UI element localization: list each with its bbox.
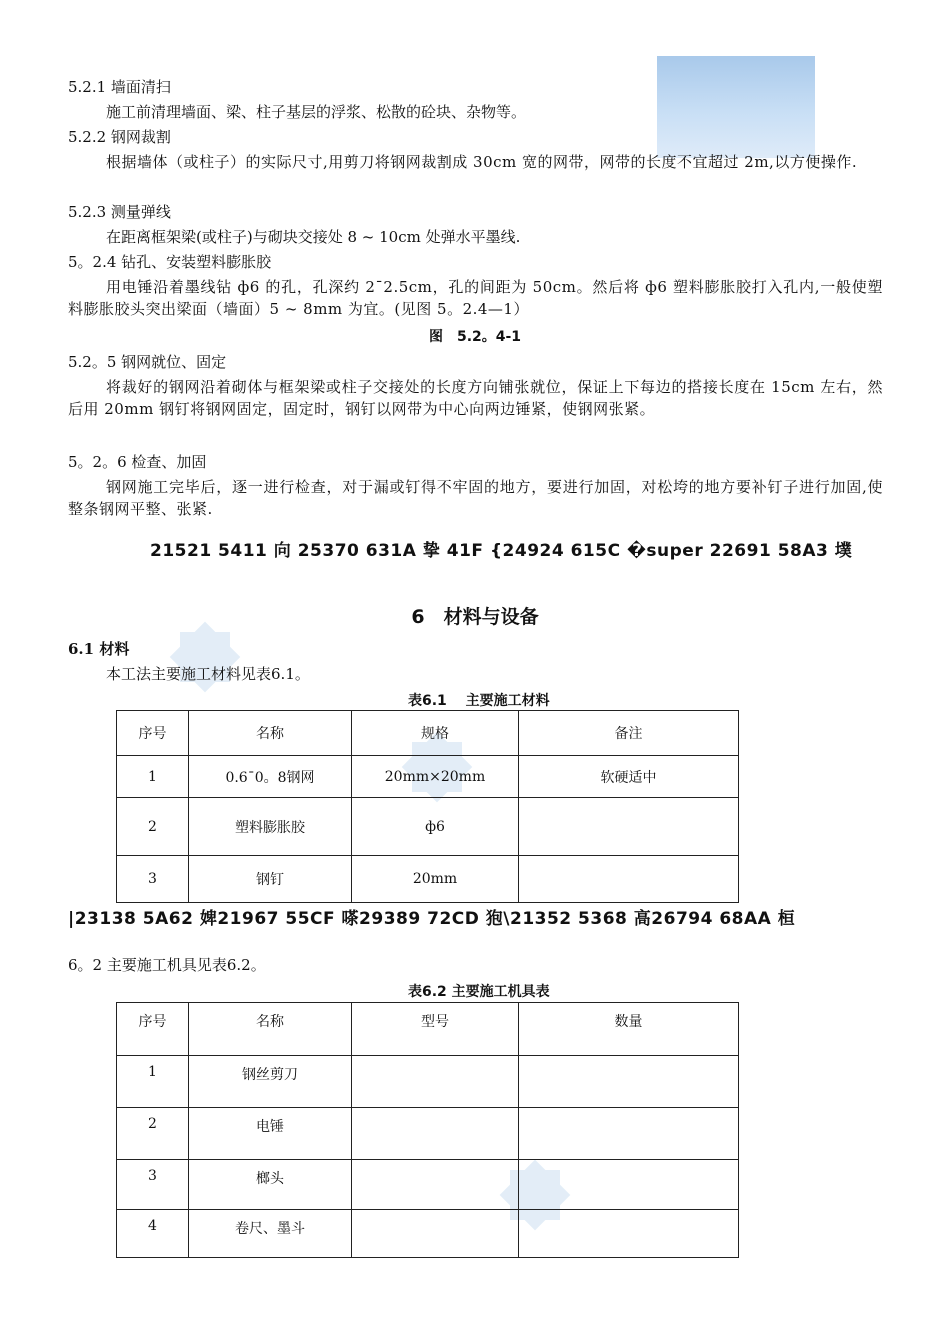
table-header-row [117, 1003, 739, 1056]
table-cell: 卷尺、墨斗 [189, 1210, 352, 1258]
header-cell: 型号 [352, 1003, 519, 1056]
table-row [117, 1056, 739, 1108]
materials-table [116, 710, 739, 903]
header-cell: 序号 [117, 1003, 189, 1056]
table-cell [352, 1160, 519, 1210]
section-5-2-4-body: 用电锤沿着墨线钻 ф6 的孔，孔深约 2¯2.5cm，孔的间距为 50cm。然后将 ф6 塑料膨胀胶打入孔内,一般使塑料膨胀胶头突出梁面（墙面）5 ~ 8mm 为宜。(见图 5。2.4—1） [68, 278, 883, 318]
table-cell: 榔头 [189, 1160, 352, 1210]
section-5-2-4-title: 5。2.4 钻孔、安装塑料膨胀胶 [68, 253, 272, 271]
table-cell [519, 1160, 739, 1210]
table-cell: 20mm×20mm [352, 756, 519, 798]
table-cell: 软硬适中 [519, 756, 739, 798]
table-cell: 塑料膨胀胶 [189, 798, 352, 856]
table-cell [352, 1108, 519, 1160]
section-5-2-5-body: 将裁好的钢网沿着砌体与框架梁或柱子交接处的长度方向铺张就位，保证上下每边的搭接长度在 15cm 左右，然后用 20mm 钢钉将钢网固定，固定时，钢钉以网带为中心向两边锤紧，使钢网张紧。 [68, 378, 883, 418]
table-cell [352, 1056, 519, 1108]
figure-caption: 图 5.2。4-1 [428, 329, 522, 345]
table-cell [519, 798, 739, 856]
section-5-2-6-body: 钢网施工完毕后，逐一进行检查，对于漏或钉得不牢固的地方，要进行加固，对松垮的地方要补钉子进行加固,使整条钢网平整、张紧. [68, 478, 883, 518]
chapter-heading: 6 材料与设备 [411, 606, 539, 628]
section-6-1-body: 本工法主要施工材料见表6.1。 [106, 665, 310, 683]
table-cell [519, 856, 739, 903]
header-cell: 名称 [189, 1003, 352, 1056]
table-cell: 0.6¯0。8钢网 [189, 756, 352, 798]
header-cell: 备注 [519, 711, 739, 756]
table-row [117, 1108, 739, 1160]
table-cell [352, 1210, 519, 1258]
table-cell: 20mm [352, 856, 519, 903]
table-header-row [117, 711, 739, 756]
table-row [117, 1160, 739, 1210]
table-row [117, 756, 739, 798]
table-cell: 钢丝剪刀 [189, 1056, 352, 1108]
table-row [117, 1210, 739, 1258]
header-cell: 序号 [117, 711, 189, 756]
table-cell: 电锤 [189, 1108, 352, 1160]
section-5-2-1-title: 5.2.1 墙面清扫 [68, 78, 171, 96]
section-5-2-2-title: 5.2.2 钢网裁割 [68, 128, 171, 146]
section-6-1-title: 6.1 材料 [68, 640, 130, 658]
table-cell [519, 1056, 739, 1108]
table-row [117, 856, 739, 903]
table-cell: 钢钉 [189, 856, 352, 903]
encoded-text-line: |23138 5A62 婢21967 55CF 嗏29389 72CD 狍\21352 5368 高26794 68AA 桓 [68, 909, 796, 929]
table-2-caption: 表6.2 主要施工机具表 [408, 984, 550, 1000]
section-6-2-body: 6。2 主要施工机具见表6.2。 [68, 956, 266, 974]
section-5-2-3-title: 5.2.3 测量弹线 [68, 203, 171, 221]
table-cell: 1 [117, 1056, 189, 1108]
table-1-caption: 表6.1 主要施工材料 [408, 693, 550, 709]
table-cell: 3 [117, 856, 189, 903]
table-cell: ф6 [352, 798, 519, 856]
table-row [117, 798, 739, 856]
header-cell: 数量 [519, 1003, 739, 1056]
section-5-2-6-title: 5。2。6 检查、加固 [68, 453, 207, 471]
table-cell [519, 1108, 739, 1160]
table-cell [519, 1210, 739, 1258]
header-cell: 名称 [189, 711, 352, 756]
header-cell: 规格 [352, 711, 519, 756]
blue-image-placeholder [657, 56, 815, 158]
section-5-2-1-body: 施工前清理墙面、梁、柱子基层的浮浆、松散的砼块、杂物等。 [106, 103, 527, 121]
table-cell: 2 [117, 1108, 189, 1160]
table-cell: 2 [117, 798, 189, 856]
encoded-text-line: 21521 5411 向 25370 631A 挚 41F {24924 615C �super 22691 58A3 墣 [150, 541, 853, 561]
table-cell: 1 [117, 756, 189, 798]
section-5-2-3-body: 在距离框架梁(或柱子)与砌块交接处 8 ~ 10cm 处弹水平墨线. [106, 228, 521, 246]
section-5-2-5-title: 5.2。5 钢网就位、固定 [68, 353, 227, 371]
tools-table [116, 1002, 739, 1258]
table-cell: 4 [117, 1210, 189, 1258]
section-5-2-2-body: 根据墙体（或柱子）的实际尺寸,用剪刀将钢网裁割成 30cm 宽的网带，网带的长度不宜超过 2m,以方便操作. [106, 153, 858, 171]
table-cell: 3 [117, 1160, 189, 1210]
